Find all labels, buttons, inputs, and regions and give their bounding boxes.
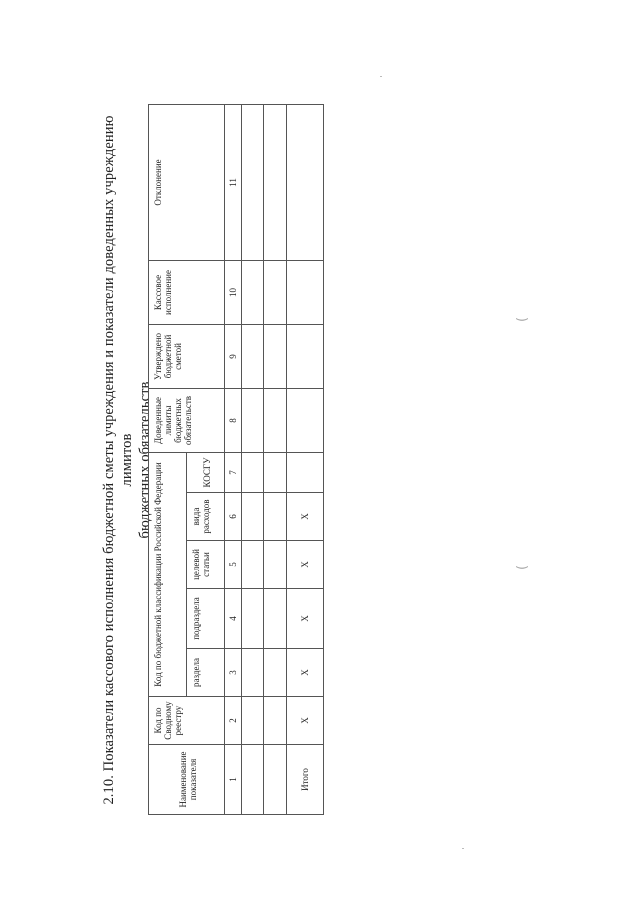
table-cell [242, 541, 264, 589]
column-number: 11 [225, 104, 242, 260]
punch-hole-mark: ( [515, 564, 531, 571]
budget-execution-table [148, 104, 324, 815]
column-number: 5 [225, 541, 242, 589]
table-cell [264, 745, 287, 815]
column-number-row [225, 104, 242, 814]
table-cell [242, 745, 264, 815]
table-cell [242, 104, 264, 260]
total-cell: X [287, 589, 324, 649]
header-tselevaya: целевой статьи [187, 541, 225, 589]
column-number: 2 [225, 697, 242, 745]
table-cell [264, 260, 287, 324]
header-podrazdel: подраздела [187, 589, 225, 649]
table-cell [242, 260, 264, 324]
table-cell [264, 697, 287, 745]
total-cell [287, 452, 324, 492]
total-cell: X [287, 541, 324, 589]
header-kosgu: КОСГУ [187, 452, 225, 492]
table-row [264, 104, 287, 814]
column-number: 9 [225, 324, 242, 388]
column-number: 4 [225, 589, 242, 649]
header-reestr-code: Код по Сводному реестру [149, 697, 225, 745]
punch-hole-mark: ( [515, 316, 531, 323]
table-cell [242, 452, 264, 492]
document-title [100, 105, 154, 815]
scan-speck [380, 76, 382, 77]
table-cell [264, 541, 287, 589]
header-vid: вида расходов [187, 493, 225, 541]
rotated-document-content [100, 105, 380, 815]
scan-speck [462, 848, 464, 849]
column-number: 8 [225, 388, 242, 452]
header-approved: Утверждено бюджетной сметой [149, 324, 225, 388]
column-number: 3 [225, 649, 242, 697]
table-row [242, 104, 264, 814]
title-line-2: бюджетных обязательств [137, 381, 153, 539]
header-name: Наименование показателя [149, 745, 225, 815]
table-cell [264, 104, 287, 260]
header-limits: Доведенные лимиты бюджетных обязательств [149, 388, 225, 452]
column-number: 1 [225, 745, 242, 815]
table-cell [242, 697, 264, 745]
table-cell [264, 452, 287, 492]
table-cell [264, 324, 287, 388]
header-classification: Код по бюджетной классификации Российской Федерации [149, 452, 187, 696]
header-deviation: Отклонение [149, 104, 225, 260]
total-cell [287, 260, 324, 324]
table-cell [242, 388, 264, 452]
title-line-1: 2.10. Показатели кассового исполнения бюджетной сметы учреждения и показатели доведенных учреждению лимитов [101, 115, 135, 805]
total-cell [287, 388, 324, 452]
total-label: Итого [287, 745, 324, 815]
column-number: 10 [225, 260, 242, 324]
table-cell [264, 493, 287, 541]
header-razdel: раздела [187, 649, 225, 697]
column-number: 6 [225, 493, 242, 541]
header-cash: Кассовое исполнение [149, 260, 225, 324]
total-cell: X [287, 493, 324, 541]
total-cell [287, 104, 324, 260]
total-row [287, 104, 324, 814]
total-cell: X [287, 697, 324, 745]
table-cell [242, 649, 264, 697]
table-cell [264, 589, 287, 649]
table-cell [264, 649, 287, 697]
total-cell [287, 324, 324, 388]
table-cell [242, 589, 264, 649]
table-cell [242, 493, 264, 541]
table-cell [264, 388, 287, 452]
column-number: 7 [225, 452, 242, 492]
total-cell: X [287, 649, 324, 697]
table-cell [242, 324, 264, 388]
